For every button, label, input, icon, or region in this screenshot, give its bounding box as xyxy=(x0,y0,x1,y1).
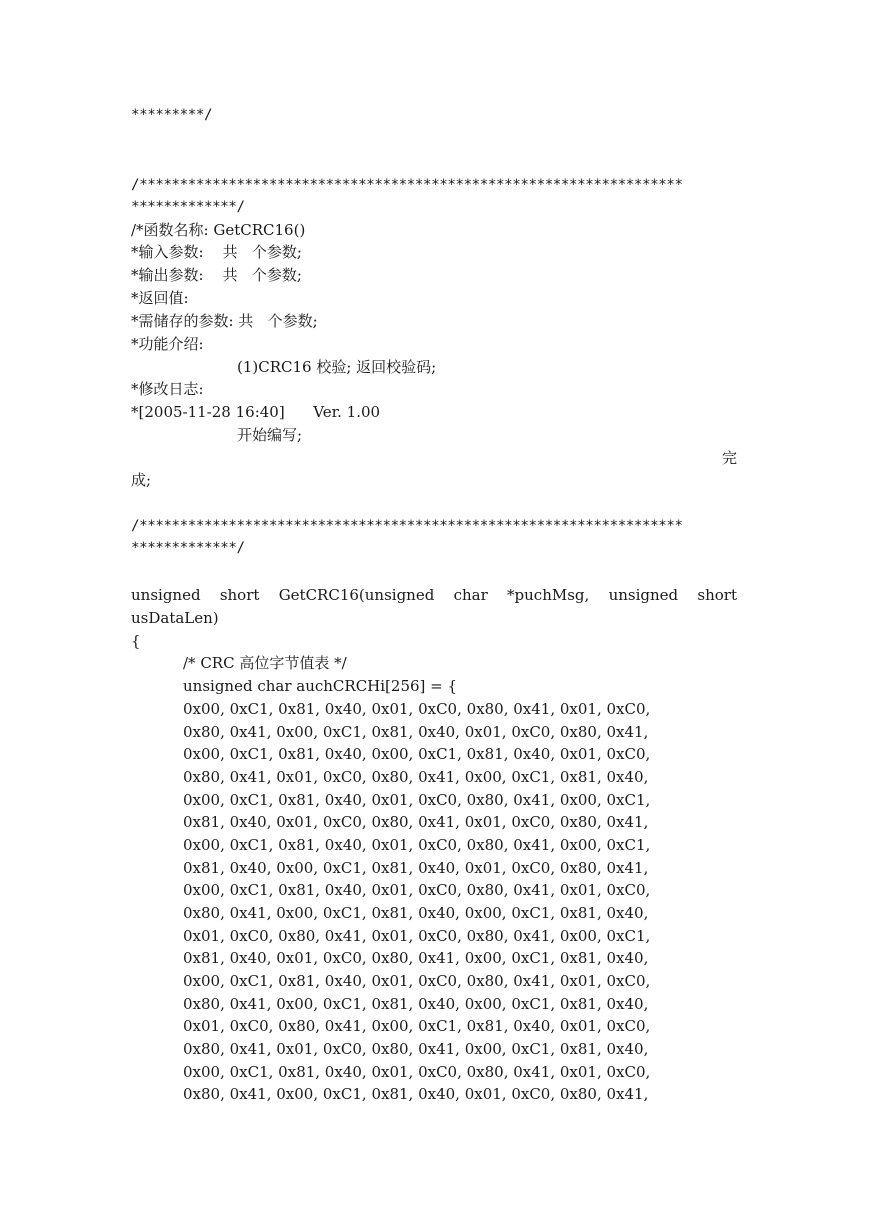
hex-row: 0x80, 0x41, 0x00, 0xC1, 0x81, 0x40, 0x01, 0xC0, 0x80, 0x41, xyxy=(183,1085,649,1103)
sig-word: GetCRC16(unsigned xyxy=(278,586,435,604)
comment-star-border-bottom-cont: *************/ xyxy=(131,540,245,556)
function-signature-cont: usDataLen) xyxy=(131,609,219,627)
table-declaration: unsigned char auchCRCHi[256] = { xyxy=(183,677,458,695)
sig-word: unsigned xyxy=(131,586,201,604)
change-log-wrap-cont: 成; xyxy=(131,471,152,489)
output-params-line: *输出参数: 共 个参数; xyxy=(131,266,302,284)
input-params-line: *输入参数: 共 个参数; xyxy=(131,243,302,261)
sig-word: *puchMsg, xyxy=(507,586,590,604)
change-log-entry: *[2005-11-28 16:40] Ver. 1.00 xyxy=(131,403,381,421)
hex-row: 0x81, 0x40, 0x00, 0xC1, 0x81, 0x40, 0x01, 0xC0, 0x80, 0x41, xyxy=(183,859,649,877)
hex-row: 0x80, 0x41, 0x00, 0xC1, 0x81, 0x40, 0x00, 0xC1, 0x81, 0x40, xyxy=(183,904,649,922)
hex-row: 0x00, 0xC1, 0x81, 0x40, 0x01, 0xC0, 0x80, 0x41, 0x00, 0xC1, xyxy=(183,836,651,854)
sig-word: char xyxy=(453,586,488,604)
description-item: (1)CRC16 校验; 返回校验码; xyxy=(237,358,437,376)
open-brace: { xyxy=(131,632,141,650)
table-comment: /* CRC 高位字节值表 */ xyxy=(183,654,347,672)
sig-word: short xyxy=(697,586,737,604)
comment-star-border-top: /******************************************************************* xyxy=(131,177,683,193)
comment-star-border-top-cont: *************/ xyxy=(131,199,245,215)
hex-row: 0x01, 0xC0, 0x80, 0x41, 0x01, 0xC0, 0x80, 0x41, 0x00, 0xC1, xyxy=(183,927,651,945)
hex-row: 0x01, 0xC0, 0x80, 0x41, 0x00, 0xC1, 0x81, 0x40, 0x01, 0xC0, xyxy=(183,1017,651,1035)
hex-row: 0x00, 0xC1, 0x81, 0x40, 0x01, 0xC0, 0x80, 0x41, 0x01, 0xC0, xyxy=(183,972,651,990)
hex-row: 0x00, 0xC1, 0x81, 0x40, 0x01, 0xC0, 0x80, 0x41, 0x01, 0xC0, xyxy=(183,700,651,718)
empty-comment-line xyxy=(131,492,737,514)
hex-row: 0x81, 0x40, 0x01, 0xC0, 0x80, 0x41, 0x01, 0xC0, 0x80, 0x41, xyxy=(183,813,649,831)
change-log-note: 开始编写; xyxy=(237,426,303,444)
return-value-line: *返回值: xyxy=(131,289,189,307)
hex-row: 0x80, 0x41, 0x01, 0xC0, 0x80, 0x41, 0x00, 0xC1, 0x81, 0x40, xyxy=(183,768,649,786)
hex-row: 0x81, 0x40, 0x01, 0xC0, 0x80, 0x41, 0x00, 0xC1, 0x81, 0x40, xyxy=(183,949,649,967)
hex-row: 0x00, 0xC1, 0x81, 0x40, 0x01, 0xC0, 0x80, 0x41, 0x00, 0xC1, xyxy=(183,791,651,809)
function-signature xyxy=(131,584,737,606)
header-tail-stars: *********/ xyxy=(131,107,213,123)
hex-row: 0x00, 0xC1, 0x81, 0x40, 0x01, 0xC0, 0x80, 0x41, 0x01, 0xC0, xyxy=(183,881,651,899)
sig-word: short xyxy=(219,586,260,604)
hex-row: 0x80, 0x41, 0x01, 0xC0, 0x80, 0x41, 0x00, 0xC1, 0x81, 0x40, xyxy=(183,1040,649,1058)
change-log-label: *修改日志: xyxy=(131,380,204,398)
hex-row: 0x00, 0xC1, 0x81, 0x40, 0x00, 0xC1, 0x81, 0x40, 0x01, 0xC0, xyxy=(183,745,651,763)
hex-row: 0x80, 0x41, 0x00, 0xC1, 0x81, 0x40, 0x00, 0xC1, 0x81, 0x40, xyxy=(183,995,649,1013)
comment-star-border-bottom: /******************************************************************* xyxy=(131,518,683,534)
hex-row: 0x80, 0x41, 0x00, 0xC1, 0x81, 0x40, 0x01, 0xC0, 0x80, 0x41, xyxy=(183,723,649,741)
sig-word: unsigned xyxy=(608,586,679,604)
stored-params-line: *需储存的参数: 共 个参数; xyxy=(131,312,318,330)
description-label: *功能介绍: xyxy=(131,335,204,353)
function-name-line: /*函数名称: GetCRC16() xyxy=(131,221,306,239)
hex-row: 0x00, 0xC1, 0x81, 0x40, 0x01, 0xC0, 0x80, 0x41, 0x01, 0xC0, xyxy=(183,1063,651,1081)
change-log-wrap-end: 完 xyxy=(721,449,737,467)
